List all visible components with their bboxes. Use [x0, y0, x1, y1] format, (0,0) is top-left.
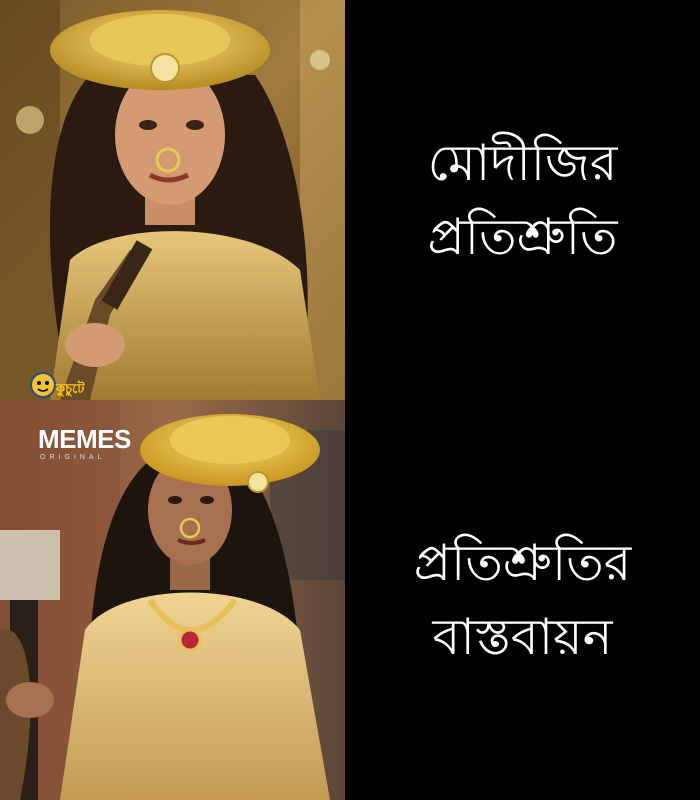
- top-caption-line1: মোদীজির: [427, 134, 618, 192]
- top-photo: [0, 0, 345, 400]
- bottom-caption: [414, 526, 632, 674]
- watermark-brand: MEMES: [38, 424, 131, 454]
- bottom-caption-panel: [345, 400, 700, 800]
- top-caption: [427, 126, 617, 274]
- top-caption-panel: [345, 0, 700, 400]
- watermark-mascot-icon: [30, 372, 56, 398]
- top-photo-illustration: [0, 0, 345, 400]
- bottom-caption-line2: বাস্তবায়ন: [432, 608, 613, 666]
- bottom-caption-line1: প্রতিশ্রুতির: [413, 534, 632, 592]
- watermark-sub: ORIGINAL: [40, 454, 106, 461]
- top-caption-line2: প্রতিশ্রুতি: [427, 208, 618, 266]
- watermark-bengali: কুচুটে: [56, 382, 85, 397]
- watermark-logo: [28, 372, 140, 472]
